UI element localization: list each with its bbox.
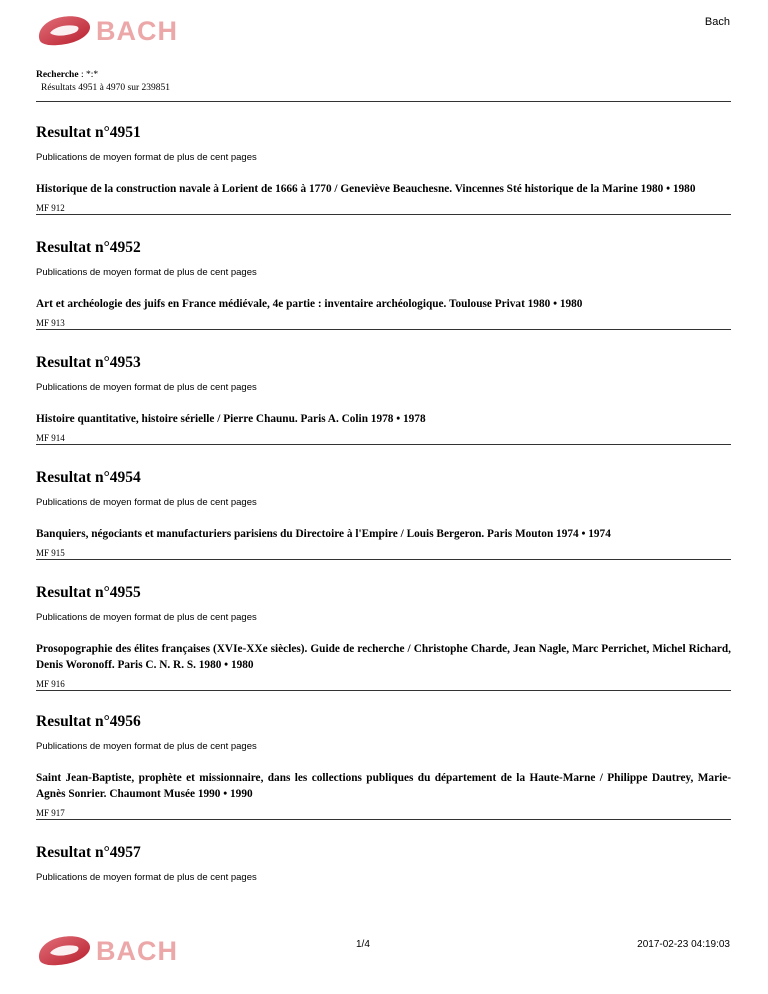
result-cote: MF 916 (36, 679, 65, 689)
result-title[interactable]: Historique de la construction navale à Lorient de 1666 à 1770 / Geneviève Beauchesne. Vincennes Sté historique de la Marine 1980 • 1980 (36, 183, 696, 195)
result-heading: Resultat n°4955 (36, 584, 141, 601)
bach-logo-text: BACH (96, 15, 178, 46)
result-item (36, 215, 731, 330)
result-category: Publications de moyen format de plus de cent pages (36, 612, 257, 623)
result-title[interactable]: Histoire quantitative, histoire sérielle / Pierre Chaunu. Paris A. Colin 1978 • 1978 (36, 413, 426, 425)
result-heading: Resultat n°4953 (36, 354, 141, 371)
results-count: Résultats 4951 à 4970 sur 239851 (41, 83, 171, 93)
result-heading: Resultat n°4957 (36, 844, 141, 861)
result-title[interactable]: Banquiers, négociants et manufacturiers parisiens du Directoire à l'Empire / Louis Bergeron. Paris Mouton 1974 • 1974 (36, 528, 611, 540)
result-item (36, 330, 731, 445)
result-cote: MF 912 (36, 203, 65, 213)
result-item (36, 820, 731, 883)
result-item (36, 691, 731, 820)
result-heading: Resultat n°4951 (36, 124, 141, 141)
footer-bach-logo[interactable] (36, 934, 178, 968)
result-cote: MF 913 (36, 318, 65, 328)
search-summary (36, 69, 170, 95)
result-heading: Resultat n°4952 (36, 239, 141, 256)
result-title[interactable]: Art et archéologie des juifs en France médiévale, 4e partie : inventaire archéologique. Toulouse Privat 1980 • 1980 (36, 298, 583, 310)
page-number: 1/4 (356, 939, 370, 950)
print-datetime: 2017-02-23 04:19:03 (637, 939, 730, 950)
result-category: Publications de moyen format de plus de cent pages (36, 382, 257, 393)
search-query-line (36, 69, 170, 82)
bach-logo-text: BACH (96, 935, 178, 966)
bach-logo[interactable] (36, 14, 178, 48)
search-separator: : (78, 70, 86, 80)
result-item (36, 560, 731, 691)
result-category: Publications de moyen format de plus de cent pages (36, 497, 257, 508)
result-cote: MF 917 (36, 808, 65, 818)
result-category: Publications de moyen format de plus de cent pages (36, 152, 257, 163)
result-category: Publications de moyen format de plus de cent pages (36, 872, 257, 883)
result-category: Publications de moyen format de plus de cent pages (36, 267, 257, 278)
result-item (36, 445, 731, 560)
bach-logo-icon (36, 14, 92, 48)
site-name: Bach (704, 16, 730, 28)
result-heading: Resultat n°4954 (36, 469, 141, 486)
result-title[interactable]: Saint Jean-Baptiste, prophète et missionnaire, dans les collections publiques du département de la Haute-Marne / Philippe Dautrey, Marie-Agnès Sonrier. Chaumont Musée 1990 • 1990 (36, 772, 731, 800)
result-heading: Resultat n°4956 (36, 713, 141, 730)
result-item (36, 101, 731, 215)
search-label: Recherche (36, 70, 79, 80)
search-query: *:* (85, 70, 99, 80)
result-cote: MF 915 (36, 548, 65, 558)
result-category: Publications de moyen format de plus de cent pages (36, 741, 257, 752)
bach-logo-icon (36, 934, 92, 968)
result-title[interactable]: Prosopographie des élites françaises (XVIe-XXe siècles). Guide de recherche / Christophe Charde, Jean Nagle, Marc Perrichet, Michel Richard, Denis Woronoff. Paris C. N. R. S. 1980 • 1980 (36, 643, 731, 671)
results-list (36, 101, 731, 883)
result-cote: MF 914 (36, 433, 65, 443)
